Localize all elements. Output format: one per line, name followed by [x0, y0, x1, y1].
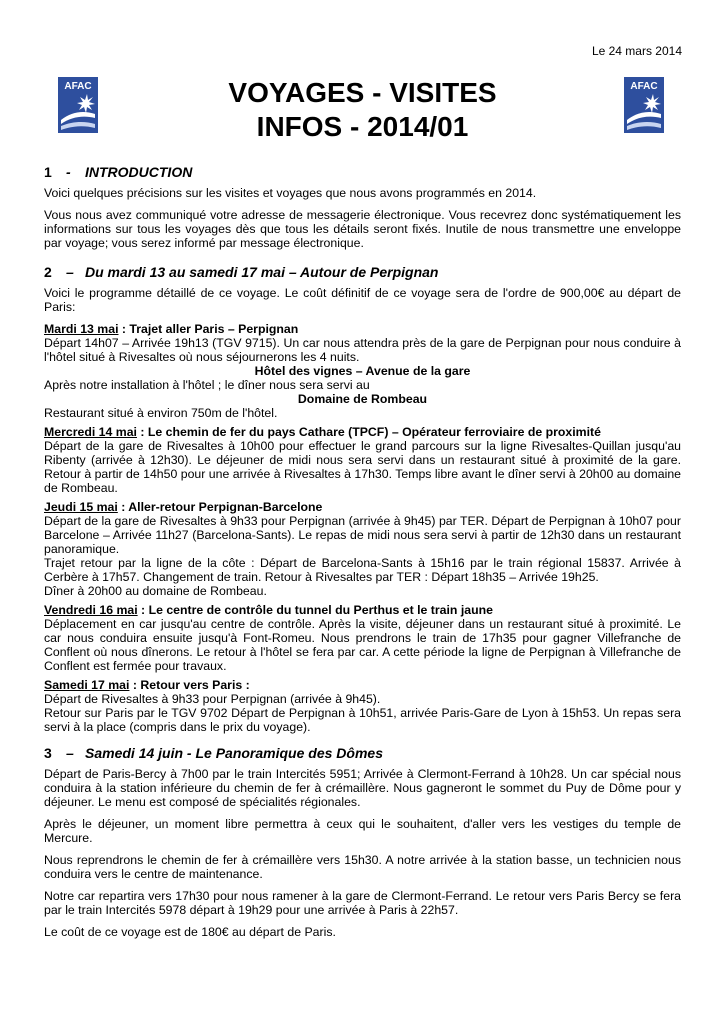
day-title: : Le centre de contrôle du tunnel du Perthus et le train jaune: [137, 603, 493, 617]
day-name: Vendredi 16 mai: [44, 603, 138, 617]
restaurant-name: Domaine de Rombeau: [297, 392, 428, 406]
title-line-2: INFOS - 2014/01: [256, 111, 469, 142]
section-dash: -: [66, 164, 71, 180]
title-line-1: VOYAGES - VISITES: [228, 77, 497, 108]
paragraph: Dîner à 20h00 au domaine de Rombeau.: [44, 584, 267, 598]
section-title: Samedi 14 juin - Le Panoramique des Dômes: [85, 745, 383, 761]
day-name: Mardi 13 mai: [44, 322, 119, 336]
paragraph: Retour sur Paris par le TGV 9702 Départ de Perpignan à 10h51, arrivée Paris-Gare de Lyon à 15h53. Un repas sera servi à la place (compris dans le prix du voyage).: [44, 706, 681, 734]
day-heading: [44, 603, 681, 617]
day-heading: [44, 678, 681, 692]
section-3-heading: [44, 745, 681, 762]
paragraph: Départ de Paris-Bercy à 7h00 par le train Intercités 5951; Arrivée à Clermont-Ferrand à 10h28. Un car spécial nous conduira à la station inférieure du chemin de fer à crémaillère. Nous gagneront le sommet du Puy de Dôme pour y déjeuner. Le menu est composé de spécialités régionales.: [44, 767, 681, 809]
day-block-samedi: [44, 678, 681, 734]
section-number: 3: [44, 745, 52, 761]
day-heading: [44, 500, 681, 514]
paragraph: Voici quelques précisions sur les visites et voyages que nous avons programmés en 2014.: [44, 186, 537, 200]
afac-logo-left: [57, 76, 99, 134]
section-title: INTRODUCTION: [85, 164, 193, 180]
day-block-mardi: [44, 322, 681, 420]
day-heading: [44, 425, 681, 439]
document-date: Le 24 mars 2014: [591, 44, 682, 58]
section-1-heading: [44, 164, 681, 181]
afac-logo-text: AFAC: [64, 81, 92, 92]
hotel-name: Hôtel des vignes – Avenue de la gare: [254, 364, 471, 378]
day-name: Samedi 17 mai: [44, 678, 130, 692]
paragraph: Vous nous avez communiqué votre adresse de messagerie électronique. Vous recevrez donc systématiquement les informations sur tous les voyages dès que tous les détails seront fixés. Inutile de nous transmettre une enveloppe par voyage; vous serez informé par message électronique.: [44, 208, 681, 250]
paragraph: Restaurant situé à environ 750m de l'hôtel.: [44, 406, 278, 420]
day-title: : Le chemin de fer du pays Cathare (TPCF) – Opérateur ferroviaire de proximité: [136, 425, 601, 439]
paragraph: Après le déjeuner, un moment libre permettra à ceux qui le souhaitent, d'aller vers les vestiges du temple de Mercure.: [44, 817, 681, 845]
page-title: [150, 76, 575, 144]
afac-logo-right: [623, 76, 665, 134]
paragraph: Après notre installation à l'hôtel ; le dîner nous sera servi au: [44, 378, 370, 392]
paragraph: Nous reprendrons le chemin de fer à crémaillère vers 15h30. A notre arrivée à la station basse, un technicien nous conduira vers le centre de maintenance.: [44, 853, 681, 881]
paragraph: Notre car repartira vers 17h30 pour nous ramener à la gare de Clermont-Ferrand. Le retour vers Paris Bercy se fera par le train Intercités 5978 départ à 19h29 pour une arrivée à Paris à 22h57.: [44, 889, 681, 917]
day-block-jeudi: [44, 500, 681, 598]
section-number: 2: [44, 264, 52, 280]
day-title: : Trajet aller Paris – Perpignan: [118, 322, 299, 336]
paragraph: Départ de Rivesaltes à 9h33 pour Perpignan (arrivée à 9h45).: [44, 692, 381, 706]
afac-logo-text: AFAC: [630, 81, 658, 92]
day-block-vendredi: [44, 603, 681, 673]
document-body: [44, 164, 681, 947]
day-block-mercredi: [44, 425, 681, 495]
day-name: Jeudi 15 mai: [44, 500, 118, 514]
paragraph: Départ 14h07 – Arrivée 19h13 (TGV 9715). Un car nous attendra près de la gare de Perpignan pour nous conduire à l'hôtel situé à Rivesaltes où nous séjournerons les 4 nuits.: [44, 336, 681, 364]
section-number: 1: [44, 164, 52, 180]
section-2-heading: [44, 264, 681, 281]
paragraph: Départ de la gare de Rivesaltes à 9h33 pour Perpignan (arrivée à 9h45) par TER. Départ de Perpignan à 10h07 pour Barcelone – Arrivée 11h27 (Barcelona-Sants). Le repas de midi nous sera servi à partir de 12h30 dans un restaurant panoramique.: [44, 514, 681, 556]
paragraph: Le coût de ce voyage est de 180€ au départ de Paris.: [44, 925, 336, 939]
section-dash: –: [66, 745, 74, 761]
paragraph: Voici le programme détaillé de ce voyage. Le coût définitif de ce voyage sera de l'ordre de 900,00€ au départ de Paris:: [44, 286, 681, 314]
day-name: Mercredi 14 mai: [44, 425, 137, 439]
day-heading: [44, 322, 681, 336]
paragraph: Trajet retour par la ligne de la côte : Départ de Barcelona-Sants à 15h16 par le train régional 15837. Arrivée à Cerbère à 17h57. Changement de train. Retour à Rivesaltes par TER : Départ 18h35 – Arrivée 19h25.: [44, 556, 681, 584]
paragraph: Départ de la gare de Rivesaltes à 10h00 pour effectuer le grand parcours sur la ligne Rivesaltes-Quillan jusqu'au Ribenty (arrivée à 12h30). Le déjeuner de midi nous sera servi dans un restaurant situé à proximité de la gare. Retour à partir de 14h50 pour une arrivée à Rivesaltes à 17h30. Temps libre avant le dîner servi à 20h00 au domaine de Rombeau.: [44, 439, 681, 495]
paragraph: Déplacement en car jusqu'au centre de contrôle. Après la visite, déjeuner dans un restaurant situé à proximité. Le car nous conduira ensuite jusqu'à Font-Romeu. Nous prendrons le train de 17h35 pour gagner Villefranche de Conflent où nous dînerons. Le retour à l'hôtel se fera par car. A cette période la ligne de Perpignan à Villefranche de Conflent est fermée pour travaux.: [44, 617, 681, 673]
day-title: : Aller-retour Perpignan-Barcelone: [117, 500, 323, 514]
section-dash: –: [66, 264, 74, 280]
day-title: : Retour vers Paris :: [129, 678, 250, 692]
section-title: Du mardi 13 au samedi 17 mai – Autour de Perpignan: [85, 264, 439, 280]
